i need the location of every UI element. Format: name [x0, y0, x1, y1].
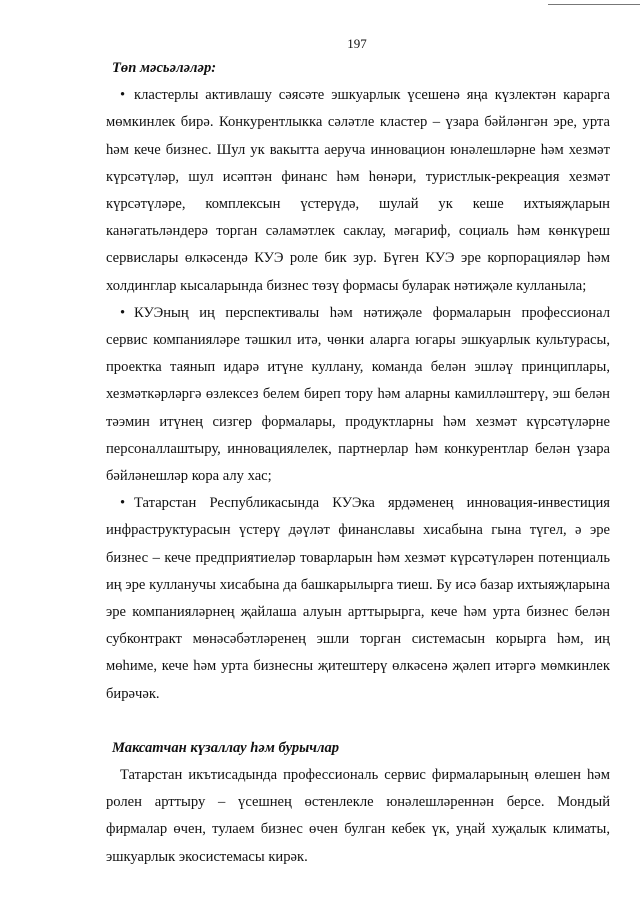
bullet-paragraph	[106, 490, 610, 708]
section-heading-goals: Максатчан күзаллау һәм бурычлар	[112, 739, 340, 756]
bullet-icon: •	[120, 87, 126, 104]
bullet-paragraph	[106, 82, 610, 300]
bullet-paragraph	[106, 300, 610, 490]
paragraph-text: Татарстан Республикасында КУЭка ярдәменең инновация-инвестиция инфраструктурасын үстерү дәүләт финанславы хисабына гына түгел, ә эре бизнес – кече предприятиеләр товарларын һәм хезмәт күрсәтүләрен потенциаль иң эре кулланучы хисабына да башкарылырга тиеш. Бу исә базар ихтыяҗларына эре компанияләрнең җайлаша алуын арттырырга, кече һәм урта бизнес белән субконтракт мөнәсәбәтләренең эшли торган системасын корырга һәм, иң мөһиме, кече һәм урта бизнесны җитештерү өлкәсенә җәлеп итәргә мөмкинлек бирәчәк.	[106, 495, 610, 702]
body-paragraph: Татарстан икътисадында профессиональ сервис фирмаларының өлешен һәм ролен арттыру – үсешнең өстенлекле юнәлешләреннән берсе. Мондый фирмалар өчен, тулаем бизнес өчен булган кебек үк, уңай хуҗалык климаты, эшкуарлык экосистемасы кирәк.	[106, 767, 610, 865]
bullet-icon: •	[120, 495, 126, 512]
page-number: 197	[347, 36, 367, 51]
section-heading-main-tasks: Төп мәсьәләләр:	[112, 60, 217, 76]
page-content	[106, 55, 610, 871]
paragraph-text: кластерлы активлашу сәясәте эшкуарлык үсешенә яңа күзлектән карарга мөмкинлек бирә. Конкурентлыкка сәләтле кластер – үзара бәйләнгән эре, урта һәм кече бизнес. Шул ук вакытта аеруча инновацион юнәлешләрне һәм хезмәт күрсәтүләр, шул исәптән финанс һәм һөнәри, туристлык-рекреация хезмәт күрсәтүләре, комплексын үстерүдә, шулай ук кеше ихтыяҗларын канәгатьләндерә торган сәламәтлек саклау, мәгариф, социаль һәм көнкүреш сервислары өлкәсендә КУЭ роле бик зур. Бүген КУЭ эре корпорацияләр һәм холдинглар кысаларында бизнес төзү формасы буларак нәтиҗәле кулланыла;	[106, 87, 610, 294]
section-spacer	[106, 708, 610, 735]
bullet-icon: •	[120, 304, 126, 321]
paragraph-text: КУЭның иң перспективалы һәм нәтиҗәле формаларын профессионал сервис компанияләре тәшкил итә, чөнки аларга югары эшкуарлык культурасы, проектка таянып идарә итүне куллану, команда белән эшләү принциплары, хезмәткәрләргә өзлексез белем биреп тору һәм аларны камилләштерү, эш белән тәэмин итүнең сизгер формалары, продуктларны һәм хезмәт күрсәтүләрне персоналлаштыру, инновациялелек, партнерлар һәм конкурентлар белән үзара бәйләнешләр кора алу хас;	[106, 304, 610, 485]
